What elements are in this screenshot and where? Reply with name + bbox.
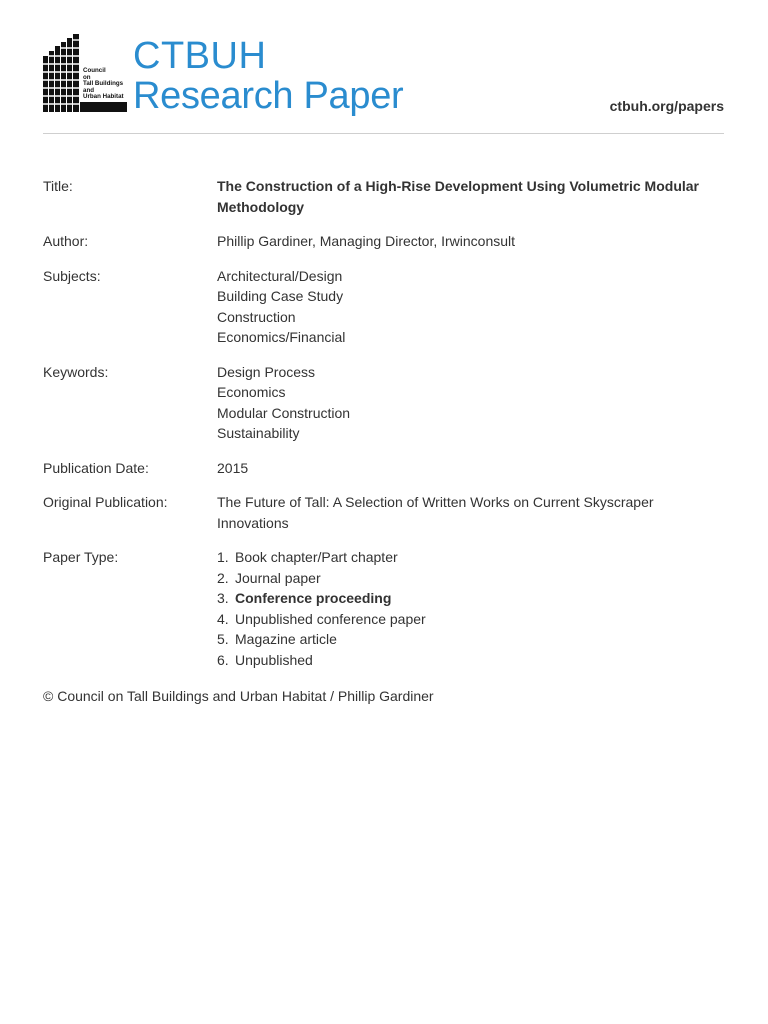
author-label: Author:: [43, 233, 89, 249]
keywords-row: [43, 362, 724, 444]
paper-type-item: [217, 629, 724, 650]
logo-text-line: on: [83, 73, 91, 81]
ctbuh-logo: [43, 34, 127, 112]
brand-subtitle: Research Paper: [133, 75, 404, 117]
subjects-value: [217, 266, 724, 348]
keyword-item: Sustainability: [217, 425, 300, 441]
paper-type-list: [217, 547, 724, 670]
keyword-item: Economics: [217, 384, 286, 400]
subjects-label: Subjects:: [43, 267, 101, 284]
paper-type-item: [217, 650, 724, 671]
logo-text-line: Tall Buildings: [83, 80, 124, 88]
original-publication-value: The Future of Tall: A Selection of Written Works on Current Skyscraper Innovations: [217, 494, 654, 531]
keyword-item: Modular Construction: [217, 404, 351, 421]
paper-type-text: Journal paper: [235, 569, 321, 586]
keywords-value: [217, 362, 724, 444]
original-publication-row: [43, 492, 724, 533]
paper-type-number: 3.: [217, 590, 229, 606]
title-value: The Construction of a High-Rise Development Using Volumetric Modular Methodology: [217, 178, 700, 215]
brand: [133, 36, 403, 116]
subjects-row: [43, 266, 724, 348]
site-link[interactable]: ctbuh.org/papers: [609, 98, 724, 114]
brand-title: CTBUH: [133, 35, 267, 77]
paper-type-text: Book chapter/Part chapter: [235, 549, 398, 565]
author-value: Phillip Gardiner, Managing Director, Irwinconsult: [217, 233, 516, 249]
paper-type-text: Unpublished conference paper: [235, 610, 426, 627]
title-row: [43, 176, 724, 217]
keywords-label: Keywords:: [43, 363, 109, 380]
paper-type-row: [43, 547, 724, 670]
paper-metadata: [43, 176, 724, 684]
publication-date-label: Publication Date:: [43, 459, 149, 476]
logo-text-line: Council: [83, 67, 106, 74]
paper-type-item: [217, 609, 724, 630]
logo-text: [83, 68, 124, 101]
paper-type-text: Unpublished: [235, 651, 313, 668]
paper-type-item: [217, 568, 724, 589]
author-row: [43, 231, 724, 252]
paper-type-item: [217, 588, 724, 609]
paper-type-number: 6.: [217, 651, 229, 668]
title-label: Title:: [43, 178, 73, 194]
header-divider: [43, 133, 724, 134]
paper-type-label: Paper Type:: [43, 549, 119, 565]
publication-date-row: [43, 458, 724, 479]
header: [43, 30, 724, 117]
logo-text-line: Urban Habitat: [83, 93, 124, 101]
subject-item: Architectural/Design: [217, 267, 343, 284]
keyword-item: Design Process: [217, 363, 316, 380]
paper-type-text: Conference proceeding: [235, 590, 392, 606]
paper-type-value: [217, 547, 724, 670]
copyright-notice: © Council on Tall Buildings and Urban Habitat / Phillip Gardiner: [43, 688, 434, 704]
subject-item: Economics/Financial: [217, 329, 346, 345]
paper-type-number: 2.: [217, 569, 229, 586]
paper-type-number: 4.: [217, 610, 229, 627]
original-publication-label: Original Publication:: [43, 494, 168, 510]
paper-type-item: [217, 547, 724, 568]
paper-type-text: Magazine article: [235, 631, 337, 647]
subject-item: Construction: [217, 308, 296, 325]
logo-text-line: and: [83, 86, 95, 94]
subject-item: Building Case Study: [217, 288, 344, 304]
publication-date-value: 2015: [217, 459, 249, 476]
paper-type-number: 5.: [217, 631, 229, 647]
paper-type-number: 1.: [217, 549, 229, 565]
